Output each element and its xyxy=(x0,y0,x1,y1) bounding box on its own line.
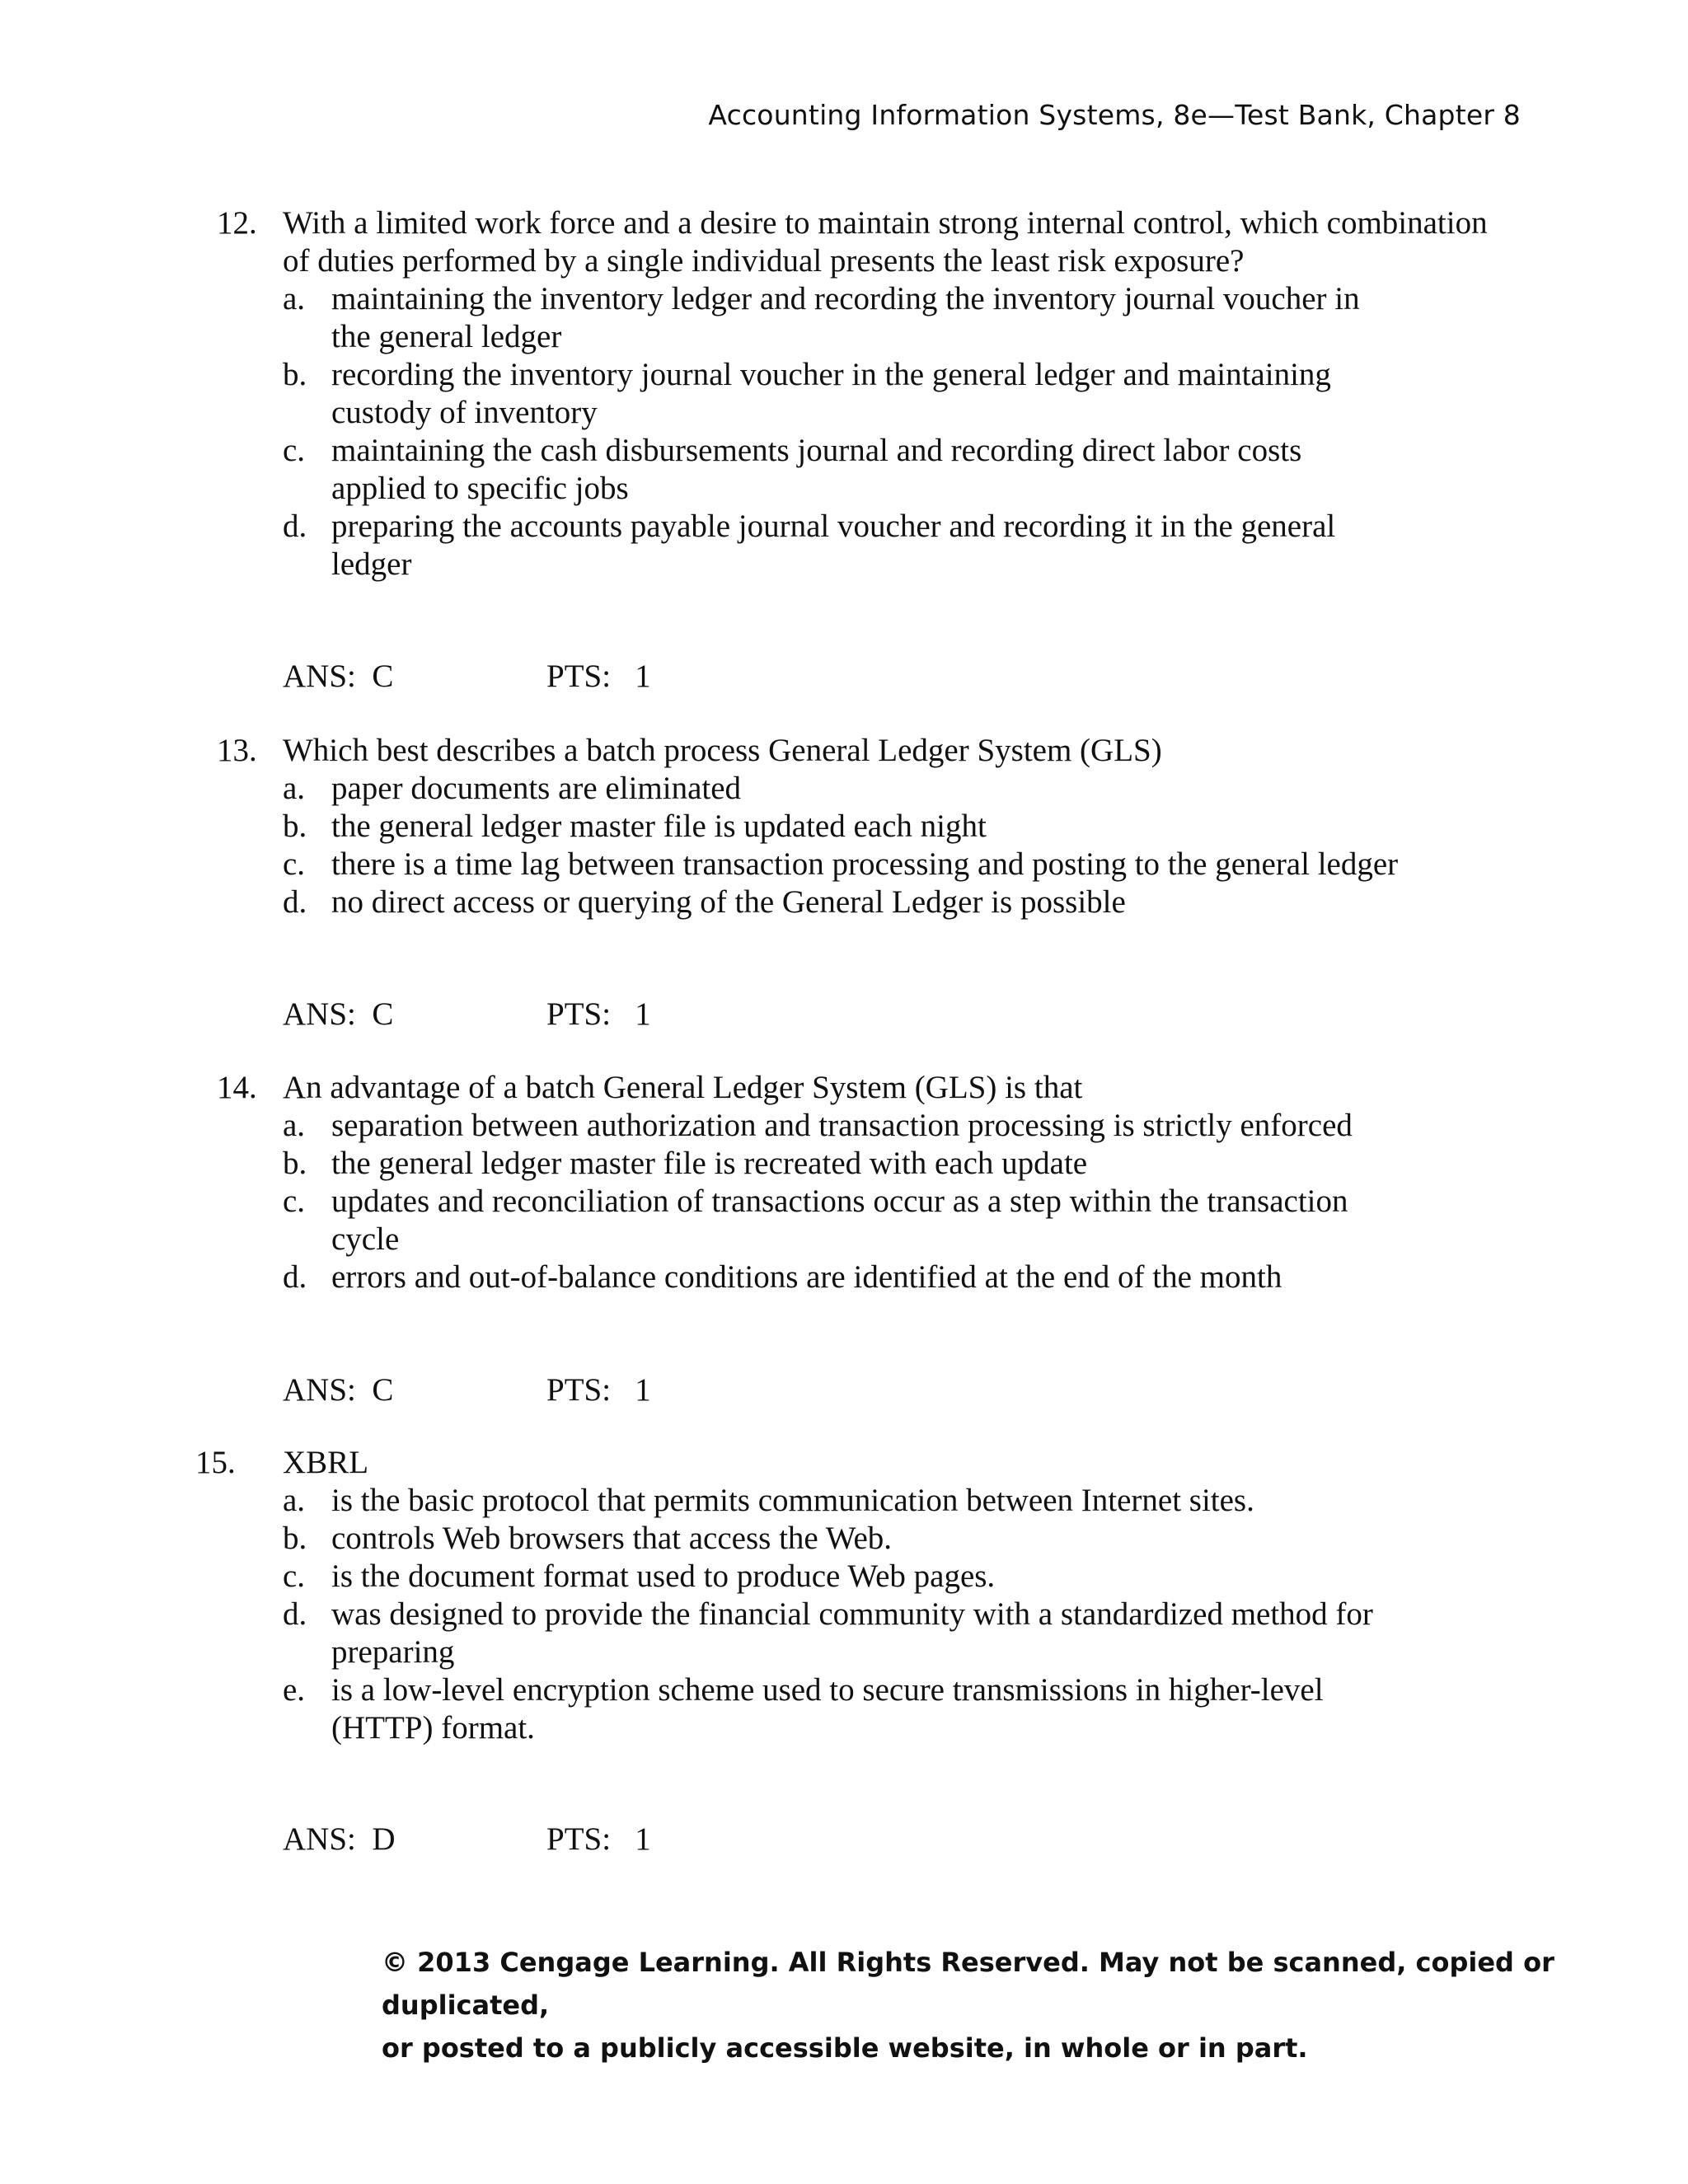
option-e xyxy=(0,1671,1688,1747)
option-text-line: paper documents are eliminated xyxy=(331,771,742,806)
option-d xyxy=(0,1596,1688,1671)
option-letter: b. xyxy=(283,357,307,392)
question-number: 13. xyxy=(217,733,257,768)
question-stem-line: Which best describes a batch process General Ledger System (GLS) xyxy=(283,733,1162,768)
option-letter: a. xyxy=(283,1108,306,1143)
option-text-line: was designed to provide the financial community with a standardized method for xyxy=(331,1596,1373,1632)
option-letter: a. xyxy=(283,281,306,316)
option-text-line: recording the inventory journal voucher in the general ledger and maintaining xyxy=(331,357,1331,392)
option-letter: d. xyxy=(283,509,307,544)
question-stem-line: XBRL xyxy=(283,1445,369,1480)
option-text-line: is a low-level encryption scheme used to secure transmissions in higher-level xyxy=(331,1672,1324,1708)
option-d xyxy=(0,1258,1688,1296)
answer-line-13 xyxy=(283,996,860,1033)
option-c xyxy=(0,432,1688,508)
points-value: PTS: 1 xyxy=(546,1372,651,1408)
option-a xyxy=(0,770,1688,808)
option-letter: b. xyxy=(283,1521,307,1556)
copyright-footer xyxy=(382,1941,1688,2069)
option-letter: a. xyxy=(283,771,306,806)
answer-key: ANS: C xyxy=(283,996,394,1032)
option-a xyxy=(0,1107,1688,1145)
option-text-line: there is a time lag between transaction processing and posting to the general ledger xyxy=(331,846,1399,882)
copyright-line: © 2013 Cengage Learning. All Rights Reserved. May not be scanned, copied or duplicated, xyxy=(382,1947,1554,2021)
option-letter: c. xyxy=(283,433,306,468)
option-text-line: updates and reconciliation of transactions occur as a step within the transaction xyxy=(331,1183,1348,1219)
option-text-line: the general ledger master file is updated each night xyxy=(331,808,987,844)
option-text-line: applied to specific jobs xyxy=(331,471,629,506)
option-a xyxy=(0,280,1688,356)
option-d xyxy=(0,508,1688,583)
option-a xyxy=(0,1482,1688,1520)
question-stem-line: An advantage of a batch General Ledger System (GLS) is that xyxy=(283,1070,1083,1105)
answer-line-12 xyxy=(283,658,860,696)
points-value: PTS: 1 xyxy=(546,1821,651,1857)
option-b xyxy=(0,1145,1688,1183)
option-text-line: separation between authorization and transaction processing is strictly enforced xyxy=(331,1108,1353,1143)
option-text-line: preparing the accounts payable journal voucher and recording it in the general xyxy=(331,509,1336,544)
option-text-line: cycle xyxy=(331,1221,400,1257)
points-value: PTS: 1 xyxy=(546,658,651,694)
question-number: 15. xyxy=(195,1445,236,1480)
question-stem-line: With a limited work force and a desire to maintain strong internal control, which combination xyxy=(283,205,1488,241)
option-letter: d. xyxy=(283,1596,307,1632)
option-c xyxy=(0,846,1688,883)
answer-key: ANS: C xyxy=(283,1372,394,1408)
option-b xyxy=(0,808,1688,846)
option-text-line: the general ledger xyxy=(331,319,562,354)
option-text-line: maintaining the cash disbursements journal and recording direct labor costs xyxy=(331,433,1302,468)
question-13 xyxy=(0,732,1688,921)
option-letter: d. xyxy=(283,884,307,920)
points-value: PTS: 1 xyxy=(546,996,651,1032)
option-letter: b. xyxy=(283,808,307,844)
option-c xyxy=(0,1558,1688,1596)
question-12 xyxy=(0,204,1688,583)
answer-line-15 xyxy=(283,1821,860,1858)
option-text-line: controls Web browsers that access the Web. xyxy=(331,1521,893,1556)
option-letter: e. xyxy=(283,1672,306,1708)
option-d xyxy=(0,883,1688,921)
option-text-line: the general ledger master file is recreated with each update xyxy=(331,1146,1088,1181)
option-b xyxy=(0,1520,1688,1558)
question-number: 12. xyxy=(217,205,257,241)
answer-line-14 xyxy=(283,1371,860,1409)
question-stem-line: of duties performed by a single individual presents the least risk exposure? xyxy=(283,243,1245,279)
page-header: Accounting Information Systems, 8e—Test Bank, Chapter 8 xyxy=(708,99,1521,131)
option-text-line: custody of inventory xyxy=(331,395,598,430)
option-text-line: errors and out-of-balance conditions are identified at the end of the month xyxy=(331,1259,1282,1295)
option-text-line: preparing xyxy=(331,1634,455,1670)
option-letter: b. xyxy=(283,1146,307,1181)
option-text-line: (HTTP) format. xyxy=(331,1710,535,1746)
option-b xyxy=(0,356,1688,432)
question-15 xyxy=(0,1444,1688,1747)
option-c xyxy=(0,1183,1688,1258)
option-text-line: is the basic protocol that permits communication between Internet sites. xyxy=(331,1483,1254,1518)
question-14 xyxy=(0,1069,1688,1296)
option-letter: d. xyxy=(283,1259,307,1295)
option-letter: c. xyxy=(283,846,306,882)
option-letter: a. xyxy=(283,1483,306,1518)
option-text-line: no direct access or querying of the General Ledger is possible xyxy=(331,884,1126,920)
option-text-line: maintaining the inventory ledger and recording the inventory journal voucher in xyxy=(331,281,1360,316)
answer-key: ANS: C xyxy=(283,658,394,694)
answer-key: ANS: D xyxy=(283,1821,396,1857)
option-letter: c. xyxy=(283,1558,306,1594)
question-number: 14. xyxy=(217,1070,257,1105)
option-text-line: is the document format used to produce Web pages. xyxy=(331,1558,996,1594)
option-letter: c. xyxy=(283,1183,306,1219)
option-text-line: ledger xyxy=(331,546,412,582)
copyright-line: or posted to a publicly accessible website, in whole or in part. xyxy=(382,2032,1308,2064)
